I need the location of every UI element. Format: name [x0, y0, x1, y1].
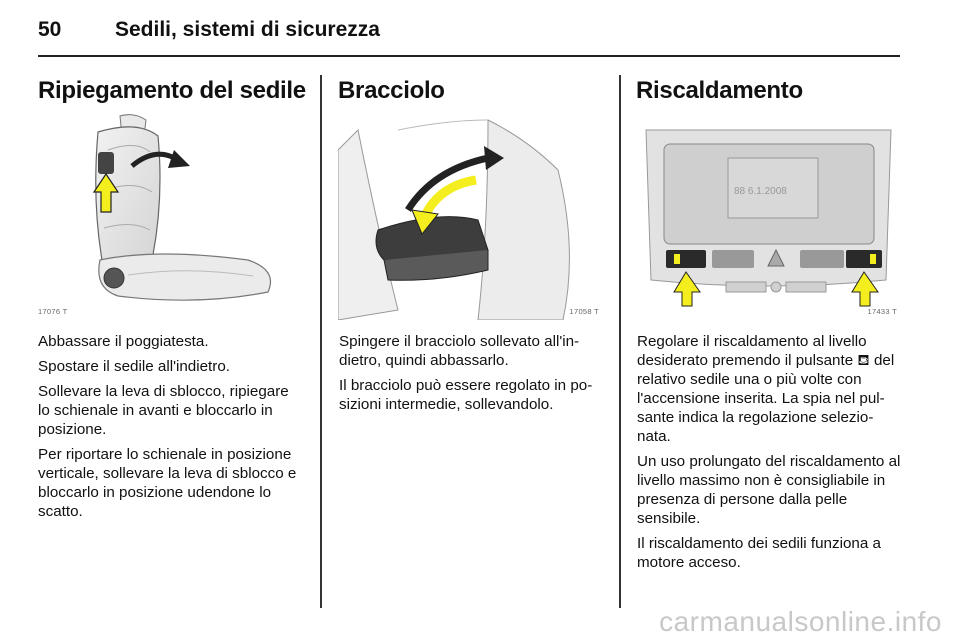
column-divider	[320, 75, 322, 608]
page-number: 50	[38, 18, 62, 41]
paragraph: Regolare il riscaldamento al livello desiderato premendo il pulsante ⛾ del relativo sedile una o più volte con l'accensione inserita. La spia nel pul-sante indica la regolazione selezio-nata.	[637, 333, 895, 445]
seat-folding-text	[38, 332, 304, 527]
armrest-illustration	[338, 110, 603, 320]
figure-code: 17058 T	[569, 307, 599, 316]
figure-code: 17433 T	[867, 307, 897, 316]
column-divider	[619, 75, 621, 608]
heating-illustration	[636, 110, 901, 320]
paragraph: Il riscaldamento dei sedili funziona a motore acceso.	[637, 535, 881, 571]
paragraph: Abbassare il poggiatesta.	[38, 333, 209, 350]
running-header: Sedili, sistemi di sicurezza	[115, 18, 380, 41]
heating-text	[637, 332, 903, 578]
paragraph: Sollevare la leva di sblocco, ripiegare lo schienale in avanti e bloccarlo in posizione.	[38, 383, 289, 438]
paragraph: Per riportare lo schienale in posizione verticale, sollevare la leva di sblocco e bloccarlo in posizione udendone lo scatto.	[38, 446, 297, 520]
watermark: carmanualsonline.info	[659, 606, 942, 637]
armrest-text	[339, 332, 605, 420]
paragraph: Un uso prolungato del riscaldamento al livello massimo non è consigliabile in presenza di persone dalla pelle sensibile.	[637, 453, 901, 527]
paragraph: Spostare il sedile all'indietro.	[38, 358, 231, 375]
section-title-heating: Riscaldamento	[636, 77, 803, 104]
section-title-armrest: Bracciolo	[338, 77, 445, 104]
figure-code: 17076 T	[38, 307, 68, 316]
section-title-seat-folding: Ripiegamento del sedile	[38, 77, 306, 104]
seat-folding-illustration	[38, 110, 303, 320]
header-rule	[38, 55, 900, 57]
paragraph: Spingere il bracciolo sollevato all'in-dietro, quindi abbassarlo.	[339, 333, 580, 369]
paragraph: Il bracciolo può essere regolato in po-sizioni intermedie, sollevandolo.	[339, 377, 593, 413]
display-text: 88 6.1.2008	[734, 186, 787, 197]
